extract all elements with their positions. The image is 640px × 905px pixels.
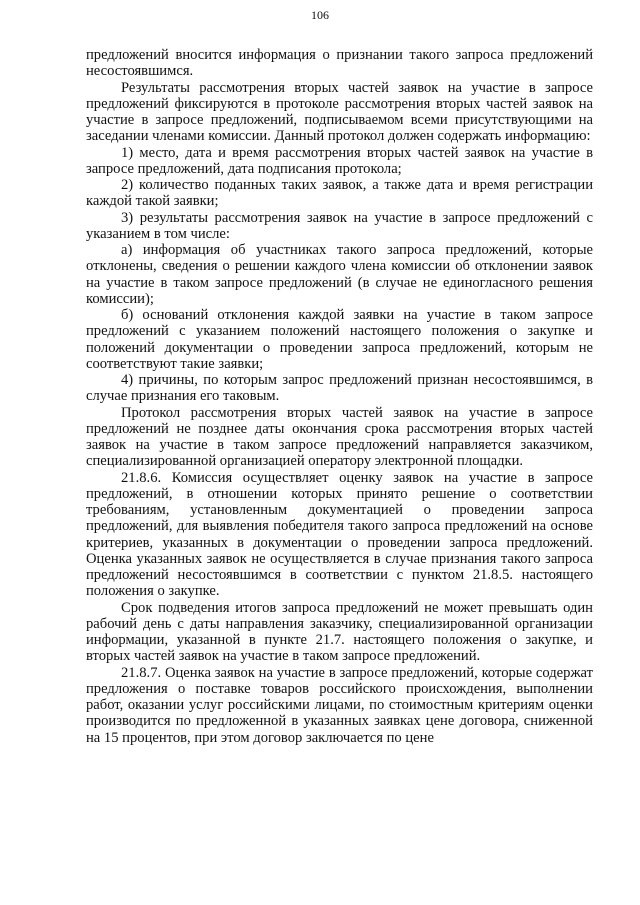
list-item-4: 4) причины, по которым запрос предложений признан несостоявшимся, в случае признания его таковым. xyxy=(86,372,593,405)
section-21-8-6: 21.8.6. Комиссия осуществляет оценку заявок на участие в запросе предложений, в отношении которых принято решение о соответствии требованиям, установленным документацией о проведении запроса предложений, для выявления победителя такого запроса предложений на основе критериев, указанных в документации о проведении запроса предложений. Оценка указанных заявок не осуществляется в случае признания такого запроса предложений несостоявшимся в соответствии с пунктом 21.8.5. настоящего положения о закупке. xyxy=(86,469,593,600)
list-item-2: 2) количество поданных таких заявок, а также дата и время регистрации каждой такой заявки; xyxy=(86,177,593,210)
list-item-1: 1) место, дата и время рассмотрения вторых частей заявок на участие в запросе предложений, дата подписания протокола; xyxy=(86,144,593,177)
page-number: 106 xyxy=(311,8,329,22)
paragraph-results-protocol: Результаты рассмотрения вторых частей заявок на участие в запросе предложений фиксируются в протоколе рассмотрения вторых частей заявок на участие в запросе предложений, подписываемом всеми присутствующими на заседании членами комиссии. Данный протокол должен содержать информацию: xyxy=(86,79,593,145)
list-item-3: 3) результаты рассмотрения заявок на участие в запросе предложений с указанием в том числе: xyxy=(86,209,593,242)
list-subitem-a: а) информация об участниках такого запроса предложений, которые отклонены, сведения о решении каждого члена комиссии об отклонении заявок на участие в таком запросе предложений (в случае не единогласного решения комиссии); xyxy=(86,242,593,307)
paragraph-continuation: предложений вносится информация о признании такого запроса предложений несостоявшимся. xyxy=(86,47,593,80)
document-body xyxy=(86,47,593,746)
section-21-8-7: 21.8.7. Оценка заявок на участие в запросе предложений, которые содержат предложения о поставке товаров российского происхождения, выполнении работ, оказании услуг российскими лицами, по стоимостным критериям оценки производится по предложенной в указанных заявках цене договора, сниженной на 15 процентов, при этом договор заключается по цене xyxy=(86,664,593,746)
paragraph-protocol-direction: Протокол рассмотрения вторых частей заявок на участие в запросе предложений не позднее даты окончания срока рассмотрения вторых частей заявок на участие в таком запросе предложений направляется заказчиком, специализированной организацией оператору электронной площадки. xyxy=(86,404,593,470)
paragraph-deadline: Срок подведения итогов запроса предложений не может превышать один рабочий день с даты направления заказчику, специализированной организации информации, указанной в пункте 21.7. настоящего положения о закупке, и вторых частей заявок на участие в таком запросе предложений. xyxy=(86,599,593,665)
list-subitem-b: б) оснований отклонения каждой заявки на участие в таком запросе предложений с указанием положений настоящего положения о закупке и положений документации о проведении запроса предложений, которым не соответствуют такие заявки; xyxy=(86,307,593,372)
